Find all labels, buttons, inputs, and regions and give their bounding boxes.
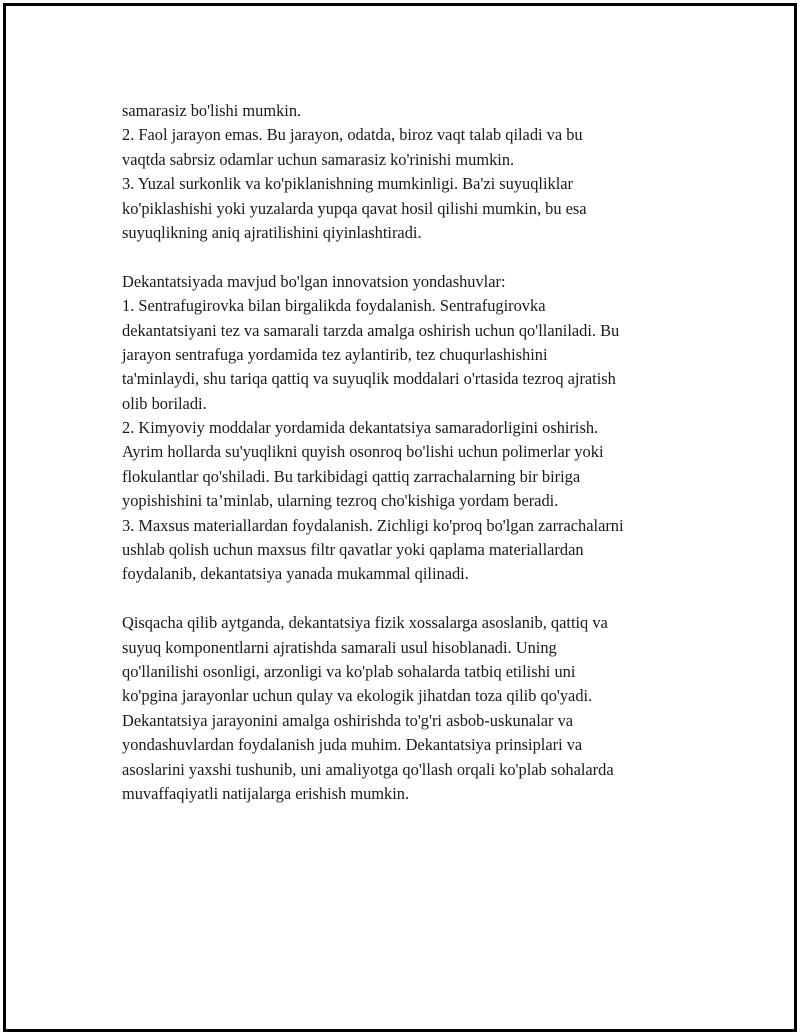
text-line: Dekantatsiya jarayonini amalga oshirishda to'g'ri asbob-uskunalar va [122,710,574,730]
text-line: yondashuvlardan foydalanish juda muhim. Dekantatsiya prinsiplari va [122,735,583,755]
document-body [122,99,702,806]
text-line: 2. Faol jarayon emas. Bu jarayon, odatda, biroz vaqt talab qiladi va bu [122,125,583,145]
text-line: qo'llanilishi osonligi, arzonligi va ko'plab sohalarda tatbiq etilishi uni [122,661,576,681]
paragraph [122,270,702,587]
text-line: ushlab qolish uchun maxsus filtr qavatlar yoki qaplama materiallardan [122,540,584,560]
text-line: 2. Kimyoviy moddalar yordamida dekantatsiya samaradorligini oshirish. [122,418,599,438]
text-line: ko'pgina jarayonlar uchun qulay va ekologik jihatdan toza qilib qo'yadi. [122,686,593,706]
text-line: foydalanib, dekantatsiya yanada mukammal qilinadi. [122,564,469,584]
text-line: ko'piklashishi yoki yuzalarda yupqa qavat hosil qilishi mumkin, bu esa [122,198,587,218]
text-line: dekantatsiyani tez va samarali tarzda amalga oshirish uchun qo'llaniladi. Bu [122,320,620,340]
text-line: Qisqacha qilib aytganda, dekantatsiya fizik xossalarga asoslanib, qattiq va [122,613,608,633]
text-line: yopishishini ta’minlab, ularning tezroq cho'kishiga yordam beradi. [122,491,559,511]
text-line: 1. Sentrafugirovka bilan birgalikda foydalanish. Sentrafugirovka [122,296,546,316]
text-line: 3. Maxsus materiallardan foydalanish. Zichligi ko'proq bo'lgan zarrachalarni [122,515,624,535]
paragraph-gap [122,587,702,611]
text-line: flokulantlar qo'shiladi. Bu tarkibidagi qattiq zarrachalarning bir biriga [122,466,581,486]
text-line: suyuqlikning aniq ajratilishini qiyinlashtiradi. [122,222,422,242]
page-frame [3,3,797,1032]
text-line: suyuq komponentlarni ajratishda samarali usul hisoblanadi. Uning [122,637,557,657]
text-line: asoslarini yaxshi tushunib, uni amaliyotga qo'llash orqali ko'plab sohalarda [122,759,614,779]
text-line: ta'minlaydi, shu tariqa qattiq va suyuqlik moddalari o'rtasida tezroq ajratish [122,369,616,389]
text-line: olib boriladi. [122,393,207,413]
text-line: samarasiz bo'lishi mumkin. [122,101,302,120]
paragraph [122,611,702,806]
paragraph [122,99,702,245]
text-line: Ayrim hollarda su'yuqlikni quyish osonroq bo'lishi uchun polimerlar yoki [122,442,604,462]
paragraph-gap [122,245,702,269]
text-line: vaqtda sabrsiz odamlar uchun samarasiz ko'rinishi mumkin. [122,149,515,169]
text-line: Dekantatsiyada mavjud bo'lgan innovatsion yondashuvlar: [122,271,506,291]
text-line: jarayon sentrafuga yordamida tez aylantirib, tez chuqurlashishini [122,344,548,364]
text-line: 3. Yuzal surkonlik va ko'piklanishning mumkinligi. Ba'zi suyuqliklar [122,174,573,194]
text-line: muvaffaqiyatli natijalarga erishish mumkin. [122,783,410,803]
